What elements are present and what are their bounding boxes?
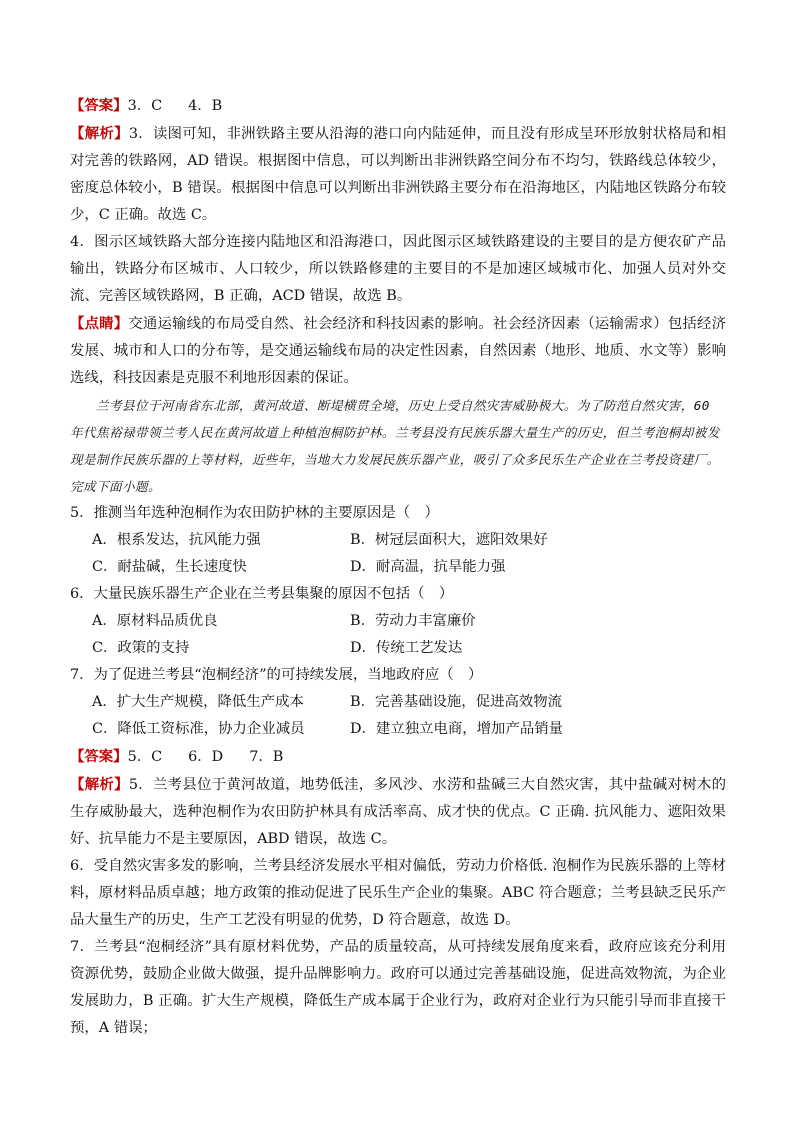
- option-b: B．劳动力丰富廉价: [350, 613, 476, 629]
- analysis-q6: 6．受自然灾害多发的影响，兰考县经济发展水平相对偏低，劳动力价格低. 泡桐作为民族乐器的上等材料，原材料品质卓越；地方政策的推动促进了民乐生产企业的集聚。ABC 符合题意；兰考县缺乏民乐产品大量生产的历史，生产工艺没有明显的优势，D 符合题意，故选 D。: [70, 858, 726, 928]
- document-page: [70, 92, 726, 1042]
- answer-item: 6．D: [188, 749, 224, 765]
- answer-item: 7．B: [249, 749, 284, 765]
- analysis-block-1: [70, 120, 726, 229]
- option-d: D．传统工艺发达: [350, 640, 463, 656]
- analysis-tag: 【解析】: [70, 125, 129, 142]
- options: [70, 527, 726, 581]
- options: [70, 608, 726, 662]
- question-6: [70, 581, 726, 662]
- analysis-q4: 4．图示区域铁路大部分连接内陆地区和沿海港口，因此图示区域铁路建设的主要目的是方便农矿产品输出，铁路分布区城市、人口较少，所以铁路修建的主要目的不是加速区域城市化、加强人员对外交流、完善区域铁路网，B 正确，ACD 错误，故选 B。: [70, 234, 726, 304]
- answer-block-2: [70, 743, 726, 771]
- option-d: D．建立独立电商，增加产品销量: [350, 721, 564, 737]
- option-c: C．降低工资标准，协力企业减员: [92, 721, 305, 737]
- option-d: D．耐高温，抗旱能力强: [350, 559, 506, 575]
- note-block: [70, 310, 726, 392]
- reading-passage: 兰考县位于河南省东北部，黄河故道、断堤横贯全境，历史上受自然灾害威胁极大。为了防范自然灾害，60 年代焦裕禄带领兰考人民在黄河故道上种植泡桐防护林。兰考县没有民族乐器大量生产的历史，但兰考泡桐却被发现是制作民族乐器的上等材料，近些年，当地大力发展民族乐器产业，吸引了众多民乐生产企业在兰考投资建厂。完成下面小题。: [70, 398, 720, 494]
- question-stem: 5．推测当年选种泡桐作为农田防护林的主要原因是（ ）: [70, 505, 439, 521]
- question-stem: 6．大量民族乐器生产企业在兰考县集聚的原因不包括（ ）: [70, 586, 454, 602]
- answer-item: 5．C: [127, 749, 163, 765]
- answer-tag: 【答案】: [70, 97, 128, 114]
- answer-item: 4．B: [188, 98, 223, 114]
- question-7: [70, 662, 726, 743]
- option-b: B．完善基础设施，促进高效物流: [350, 694, 563, 710]
- option-b: B．树冠层面积大，遮阳效果好: [350, 532, 548, 548]
- answer-item: 3．C: [127, 98, 163, 114]
- note-text: 交通运输线的布局受自然、社会经济和科技因素的影响。社会经济因素（运输需求）包括经济发展、城市和人口的分布等，是交通运输线布局的决定性因素，自然因素（地形、地质、水文等）影响选线，科技因素是克服不利地形因素的保证。: [70, 316, 726, 386]
- options: [70, 689, 726, 743]
- option-c: C．耐盐碱，生长速度快: [92, 559, 247, 575]
- option-c: C．政策的支持: [92, 640, 190, 656]
- analysis-tag: 【解析】: [70, 776, 129, 793]
- note-tag: 【点睛】: [70, 315, 129, 332]
- question-stem: 7．为了促进兰考县“泡桐经济”的可持续发展，当地政府应（ ）: [70, 667, 483, 683]
- question-5: [70, 500, 726, 581]
- option-a: A．扩大生产规模，降低生产成本: [92, 694, 304, 710]
- analysis-block-2: [70, 771, 726, 853]
- option-a: A．根系发达，抗风能力强: [92, 532, 261, 548]
- analysis-q5: 5．兰考县位于黄河故道，地势低洼，多风沙、水涝和盐碱三大自然灾害，其中盐碱对树木的生存威胁最大，选种泡桐作为农田防护林具有成活率高、成才快的优点。C 正确. 抗风能力、遮阳效果好、抗旱能力不是主要原因，ABD 错误，故选 C。: [70, 777, 726, 847]
- analysis-text: 3．读图可知，非洲铁路主要从沿海的港口向内陆延伸，而且没有形成呈环形放射状格局和相对完善的铁路网，AD 错误。根据图中信息，可以判断出非洲铁路空间分布不均匀，铁路线总体较少，密度总体较小，B 错误。根据图中信息可以判断出非洲铁路主要分布在沿海地区，内陆地区铁路分布较少，C 正确。故选 C。: [70, 126, 726, 223]
- answer-tag: 【答案】: [70, 748, 128, 765]
- analysis-q7: 7．兰考县“泡桐经济”具有原材料优势，产品的质量较高，从可持续发展角度来看，政府应该充分利用资源优势，鼓励企业做大做强，提升品牌影响力。政府可以通过完善基础设施，促进高效物流，为企业发展助力，B 正确。扩大生产规模，降低生产成本属于企业行为，政府对企业行为只能引导而非直接干预，A 错误；: [70, 939, 726, 1036]
- answer-block-1: [70, 92, 726, 120]
- option-a: A．原材料品质优良: [92, 613, 218, 629]
